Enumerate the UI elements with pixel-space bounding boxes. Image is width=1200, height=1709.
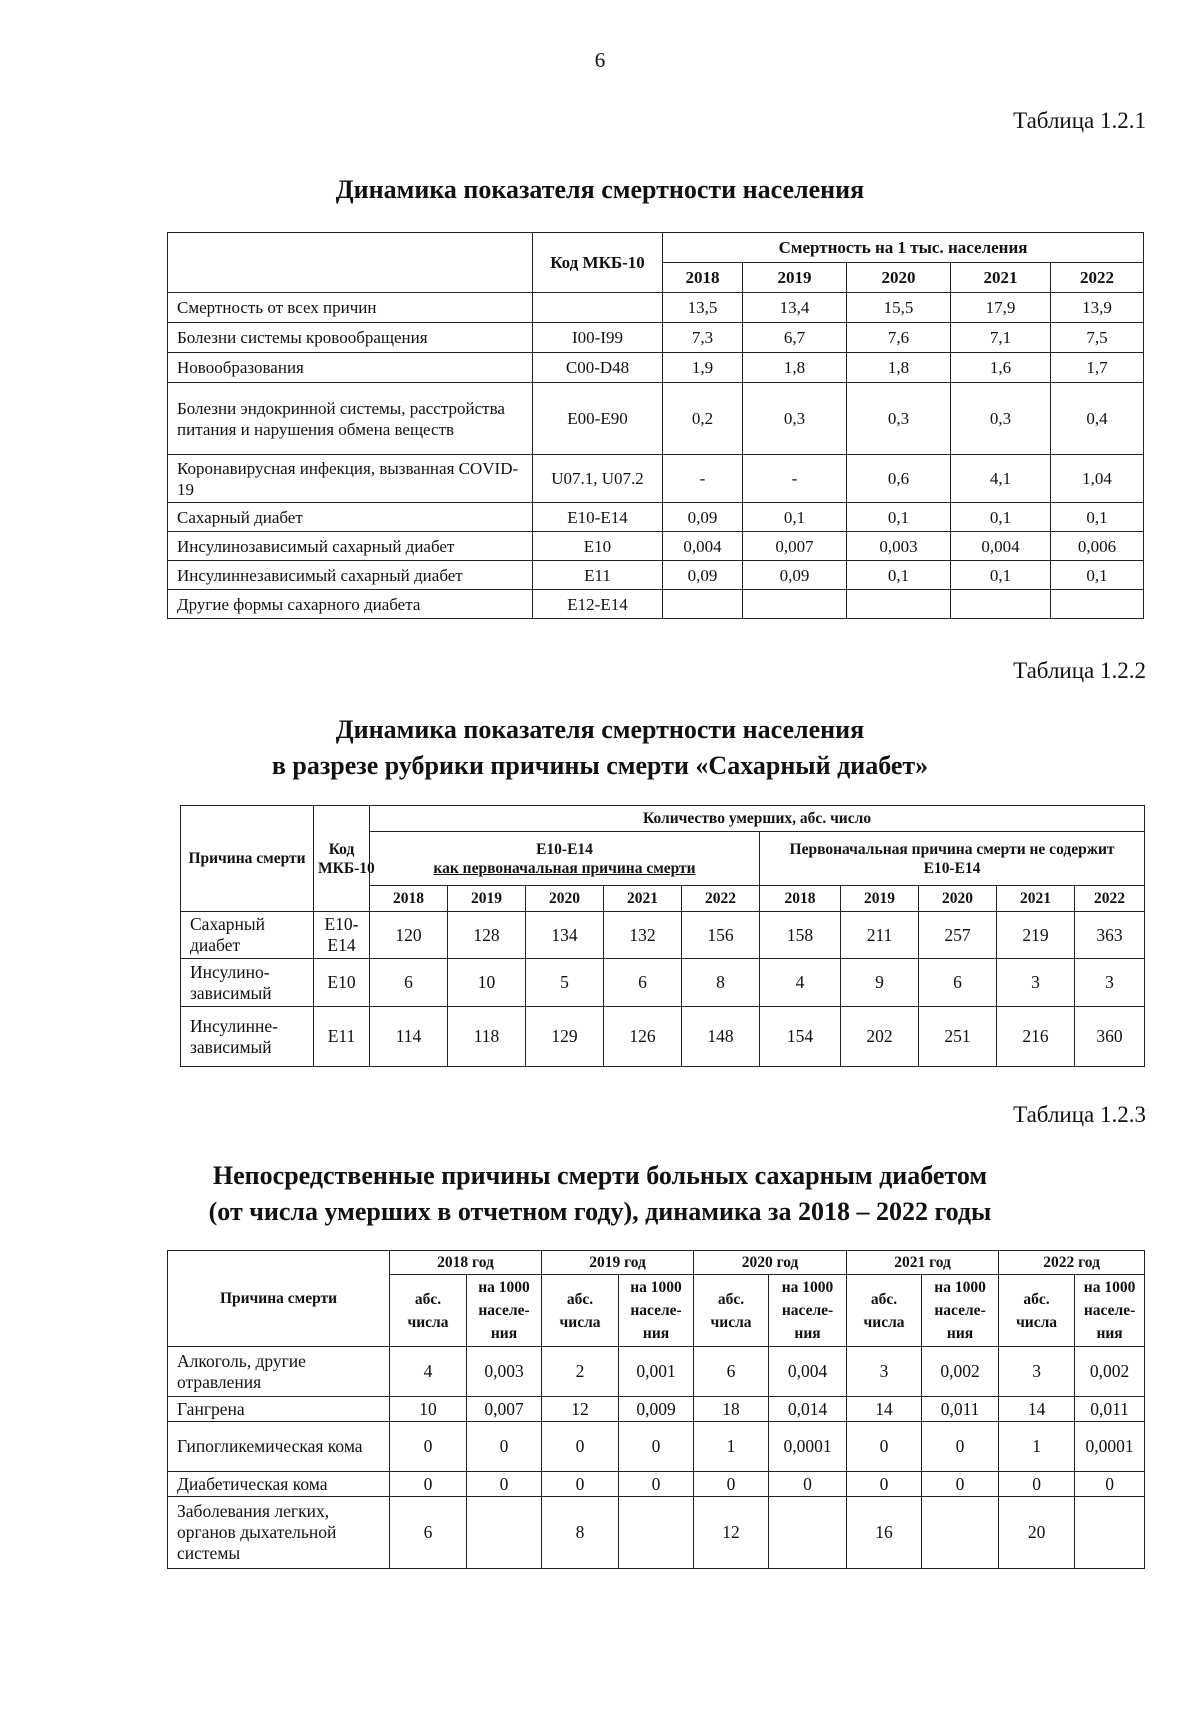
table-2-year-header: 2022: [682, 886, 760, 912]
table-3-per-1000-header: на 1000 населе-ния: [922, 1275, 999, 1347]
row-value: 14: [847, 1397, 922, 1422]
table-2-year-header: 2018: [370, 886, 448, 912]
row-value: 1,7: [1051, 353, 1144, 383]
row-value: 16: [847, 1497, 922, 1569]
row-value: 5: [526, 959, 604, 1007]
row-value: 12: [542, 1397, 619, 1422]
row-value: 1,9: [663, 353, 743, 383]
row-name: Диабетическая кома: [168, 1472, 390, 1497]
table-2: [180, 805, 1145, 1067]
row-value: 0: [847, 1472, 922, 1497]
row-value: 120: [370, 912, 448, 959]
row-value: 114: [370, 1007, 448, 1067]
row-code: U07.1, U07.2: [533, 455, 663, 503]
row-value: 6: [370, 959, 448, 1007]
row-value: 0: [619, 1472, 694, 1497]
table-3-year-header: 2018 год: [390, 1251, 542, 1275]
row-value: 1,8: [847, 353, 951, 383]
row-code: E10: [314, 959, 370, 1007]
table-2-group-1-header: [370, 832, 760, 886]
row-value: 0,004: [663, 532, 743, 561]
table-1-year-header: 2018: [663, 263, 743, 293]
row-value: 7,3: [663, 323, 743, 353]
table-2-group-2-header: [760, 832, 1145, 886]
row-code: E12-E14: [533, 590, 663, 619]
row-name: Коронавирусная инфекция, вызванная COVID-19: [168, 455, 533, 503]
row-value: 0,002: [922, 1347, 999, 1397]
table-1-year-header: 2021: [951, 263, 1051, 293]
row-value: [922, 1497, 999, 1569]
table-3-abs-header: абс. числа: [999, 1275, 1075, 1347]
table-3-title-line-1: Непосредственные причины смерти больных сахарным диабетом: [212, 1161, 988, 1190]
table-1-year-header: 2020: [847, 263, 951, 293]
row-value: 6: [604, 959, 682, 1007]
table-row: [168, 353, 1144, 383]
row-value: 17,9: [951, 293, 1051, 323]
row-value: 0,2: [663, 383, 743, 455]
row-value: 0: [619, 1422, 694, 1472]
table-3: [167, 1250, 1145, 1569]
table-1-year-header: 2019: [743, 263, 847, 293]
row-code: E00-E90: [533, 383, 663, 455]
row-value: 10: [448, 959, 526, 1007]
row-value: 4,1: [951, 455, 1051, 503]
row-value: 0,1: [743, 503, 847, 532]
table-row: [181, 959, 1145, 1007]
row-value: 1: [999, 1422, 1075, 1472]
row-value: 20: [999, 1497, 1075, 1569]
row-value: 3: [999, 1347, 1075, 1397]
row-value: 0: [390, 1422, 467, 1472]
row-value: [1075, 1497, 1145, 1569]
row-value: 2: [542, 1347, 619, 1397]
row-value: 363: [1075, 912, 1145, 959]
row-value: 1: [694, 1422, 769, 1472]
row-value: 6: [919, 959, 997, 1007]
row-value: 18: [694, 1397, 769, 1422]
row-value: -: [743, 455, 847, 503]
table-row: [168, 1347, 1145, 1397]
row-value: 12: [694, 1497, 769, 1569]
row-name: Сахарный диабет: [168, 503, 533, 532]
row-name: Инсулинозависимый сахарный диабет: [168, 532, 533, 561]
row-value: 0,007: [743, 532, 847, 561]
table-row: [168, 532, 1144, 561]
row-name: Болезни системы кровообращения: [168, 323, 533, 353]
row-value: [769, 1497, 847, 1569]
table-row: [168, 503, 1144, 532]
row-value: 132: [604, 912, 682, 959]
row-value: 0,002: [1075, 1347, 1145, 1397]
row-value: 0,009: [619, 1397, 694, 1422]
row-value: 216: [997, 1007, 1075, 1067]
table-row: [181, 912, 1145, 959]
table-3-abs-header: абс. числа: [542, 1275, 619, 1347]
row-value: 6: [694, 1347, 769, 1397]
table-3-per-1000-header: на 1000 населе-ния: [769, 1275, 847, 1347]
row-value: 4: [760, 959, 841, 1007]
row-value: 4: [390, 1347, 467, 1397]
table-2-year-header: 2020: [919, 886, 997, 912]
row-value: 0,003: [847, 532, 951, 561]
table-2-year-header: 2020: [526, 886, 604, 912]
row-name: Гипогликемическая кома: [168, 1422, 390, 1472]
row-value: 0: [922, 1422, 999, 1472]
row-value: 1,8: [743, 353, 847, 383]
row-code: E10-E14: [314, 912, 370, 959]
row-value: 7,1: [951, 323, 1051, 353]
row-code: C00-D48: [533, 353, 663, 383]
row-value: 1,6: [951, 353, 1051, 383]
table-2-count-header: Количество умерших, абс. число: [370, 806, 1145, 832]
row-value: 257: [919, 912, 997, 959]
row-value: 13,4: [743, 293, 847, 323]
row-name: Инсулино-зависимый: [181, 959, 314, 1007]
row-value: 0,004: [951, 532, 1051, 561]
row-value: 13,9: [1051, 293, 1144, 323]
row-value: 0,09: [663, 503, 743, 532]
table-2-label: Таблица 1.2.2: [1013, 658, 1146, 683]
row-value: 0,0001: [1075, 1422, 1145, 1472]
table-1-label: Таблица 1.2.1: [1013, 108, 1146, 133]
table-3-label: Таблица 1.2.3: [1013, 1102, 1146, 1127]
row-value: 0: [847, 1422, 922, 1472]
row-value: 0: [542, 1422, 619, 1472]
row-name: Заболевания легких, органов дыхательной системы: [168, 1497, 390, 1569]
row-value: [951, 590, 1051, 619]
row-name: Сахарный диабет: [181, 912, 314, 959]
row-code: [533, 293, 663, 323]
row-value: 0: [467, 1422, 542, 1472]
row-value: 10: [390, 1397, 467, 1422]
table-row: [181, 1007, 1145, 1067]
row-code: I00-I99: [533, 323, 663, 353]
table-3-year-header: 2020 год: [694, 1251, 847, 1275]
table-row: [168, 293, 1144, 323]
row-value: 0,1: [847, 561, 951, 590]
row-value: 3: [847, 1347, 922, 1397]
row-name: Инсулиннезависимый сахарный диабет: [168, 561, 533, 590]
row-name: Болезни эндокринной системы, расстройства питания и нарушения обмена веществ: [168, 383, 533, 455]
row-value: 219: [997, 912, 1075, 959]
table-row: [168, 383, 1144, 455]
row-value: 0,011: [922, 1397, 999, 1422]
row-value: [1051, 590, 1144, 619]
row-value: [467, 1497, 542, 1569]
row-name: Другие формы сахарного диабета: [168, 590, 533, 619]
page-number: 6: [594, 48, 606, 72]
row-value: 148: [682, 1007, 760, 1067]
row-value: 1,04: [1051, 455, 1144, 503]
row-value: 0,006: [1051, 532, 1144, 561]
row-code: E11: [314, 1007, 370, 1067]
table-row: [168, 323, 1144, 353]
table-2-year-header: 2019: [841, 886, 919, 912]
row-name: Алкоголь, другие отравления: [168, 1347, 390, 1397]
row-value: 129: [526, 1007, 604, 1067]
row-value: 6: [390, 1497, 467, 1569]
table-1-corner-cell: [168, 233, 533, 293]
table-3-abs-header: абс. числа: [390, 1275, 467, 1347]
row-value: [743, 590, 847, 619]
row-value: 0,1: [1051, 503, 1144, 532]
table-3-per-1000-header: на 1000 населе-ния: [619, 1275, 694, 1347]
table-row: [168, 455, 1144, 503]
table-3-year-header: 2022 год: [999, 1251, 1145, 1275]
table-row: [168, 1422, 1145, 1472]
row-value: 15,5: [847, 293, 951, 323]
table-3-abs-header: абс. числа: [847, 1275, 922, 1347]
row-name: Гангрена: [168, 1397, 390, 1422]
table-2-title-line-1: Динамика показателя смертности населения: [335, 715, 865, 744]
row-value: 0: [467, 1472, 542, 1497]
table-1-title: Динамика показателя смертности населения: [335, 175, 865, 204]
row-value: 0,1: [951, 561, 1051, 590]
row-value: 251: [919, 1007, 997, 1067]
row-value: 0: [1075, 1472, 1145, 1497]
row-value: 0: [542, 1472, 619, 1497]
table-1: [167, 232, 1144, 619]
row-value: 158: [760, 912, 841, 959]
table-2-group-2-code: E10-E14: [923, 859, 981, 877]
table-3-cause-header: Причина смерти: [168, 1251, 390, 1347]
row-value: 9: [841, 959, 919, 1007]
row-value: 7,5: [1051, 323, 1144, 353]
row-value: 202: [841, 1007, 919, 1067]
table-2-year-header: 2019: [448, 886, 526, 912]
table-2-title-line-2: в разрезе рубрики причины смерти «Сахарный диабет»: [271, 751, 929, 780]
row-code: E10: [533, 532, 663, 561]
table-row: [168, 1397, 1145, 1422]
table-row: [168, 1497, 1145, 1569]
table-row: [168, 590, 1144, 619]
table-3-year-header: 2021 год: [847, 1251, 999, 1275]
row-value: [619, 1497, 694, 1569]
row-value: 0,1: [1051, 561, 1144, 590]
table-2-year-header: 2021: [997, 886, 1075, 912]
row-value: [847, 590, 951, 619]
row-value: -: [663, 455, 743, 503]
table-2-year-header: 2021: [604, 886, 682, 912]
row-value: 8: [542, 1497, 619, 1569]
row-value: 0,09: [743, 561, 847, 590]
table-2-group-1-code: E10-E14: [536, 840, 593, 858]
table-3-per-1000-header: на 1000 населе-ния: [1075, 1275, 1145, 1347]
table-2-group-1-note: как первоначальная причина смерти: [433, 859, 696, 877]
row-value: [663, 590, 743, 619]
table-row: [168, 561, 1144, 590]
table-3-year-header: 2019 год: [542, 1251, 694, 1275]
table-1-year-header: 2022: [1051, 263, 1144, 293]
row-value: 13,5: [663, 293, 743, 323]
table-1-code-header: Код МКБ-10: [533, 233, 663, 293]
row-value: 0: [999, 1472, 1075, 1497]
table-3-per-1000-header: на 1000 населе-ния: [467, 1275, 542, 1347]
row-value: 134: [526, 912, 604, 959]
row-value: 118: [448, 1007, 526, 1067]
row-value: 0,004: [769, 1347, 847, 1397]
row-value: 126: [604, 1007, 682, 1067]
row-value: 0: [922, 1472, 999, 1497]
row-name: Новообразования: [168, 353, 533, 383]
row-value: 0,011: [1075, 1397, 1145, 1422]
row-name: Инсулинне-зависимый: [181, 1007, 314, 1067]
row-value: 0: [769, 1472, 847, 1497]
row-value: 6,7: [743, 323, 847, 353]
row-name: Смертность от всех причин: [168, 293, 533, 323]
row-code: E11: [533, 561, 663, 590]
table-2-code-header: Код МКБ-10: [314, 806, 370, 912]
row-value: 3: [997, 959, 1075, 1007]
row-value: 0: [390, 1472, 467, 1497]
table-2-year-header: 2022: [1075, 886, 1145, 912]
row-value: 14: [999, 1397, 1075, 1422]
row-value: 0,1: [951, 503, 1051, 532]
row-value: 0,003: [467, 1347, 542, 1397]
row-value: 0: [694, 1472, 769, 1497]
table-3-title-line-2: (от числа умерших в отчетном году), динамика за 2018 – 2022 годы: [208, 1197, 992, 1226]
row-value: 0,007: [467, 1397, 542, 1422]
row-value: 156: [682, 912, 760, 959]
row-value: 211: [841, 912, 919, 959]
row-value: 0,014: [769, 1397, 847, 1422]
row-value: 7,6: [847, 323, 951, 353]
row-value: 8: [682, 959, 760, 1007]
row-value: 0,4: [1051, 383, 1144, 455]
row-code: E10-E14: [533, 503, 663, 532]
row-value: 154: [760, 1007, 841, 1067]
table-row: [168, 1472, 1145, 1497]
row-value: 0,1: [847, 503, 951, 532]
row-value: 0,0001: [769, 1422, 847, 1472]
row-value: 0,09: [663, 561, 743, 590]
row-value: 0,3: [847, 383, 951, 455]
row-value: 3: [1075, 959, 1145, 1007]
table-1-group-header: Смертность на 1 тыс. населения: [663, 233, 1144, 263]
table-2-year-header: 2018: [760, 886, 841, 912]
row-value: 0,3: [743, 383, 847, 455]
table-2-group-2-note: Первоначальная причина смерти не содержит: [789, 840, 1115, 858]
row-value: 128: [448, 912, 526, 959]
table-2-cause-header: Причина смерти: [181, 806, 314, 912]
row-value: 360: [1075, 1007, 1145, 1067]
row-value: 0,001: [619, 1347, 694, 1397]
table-3-abs-header: абс. числа: [694, 1275, 769, 1347]
row-value: 0,6: [847, 455, 951, 503]
row-value: 0,3: [951, 383, 1051, 455]
